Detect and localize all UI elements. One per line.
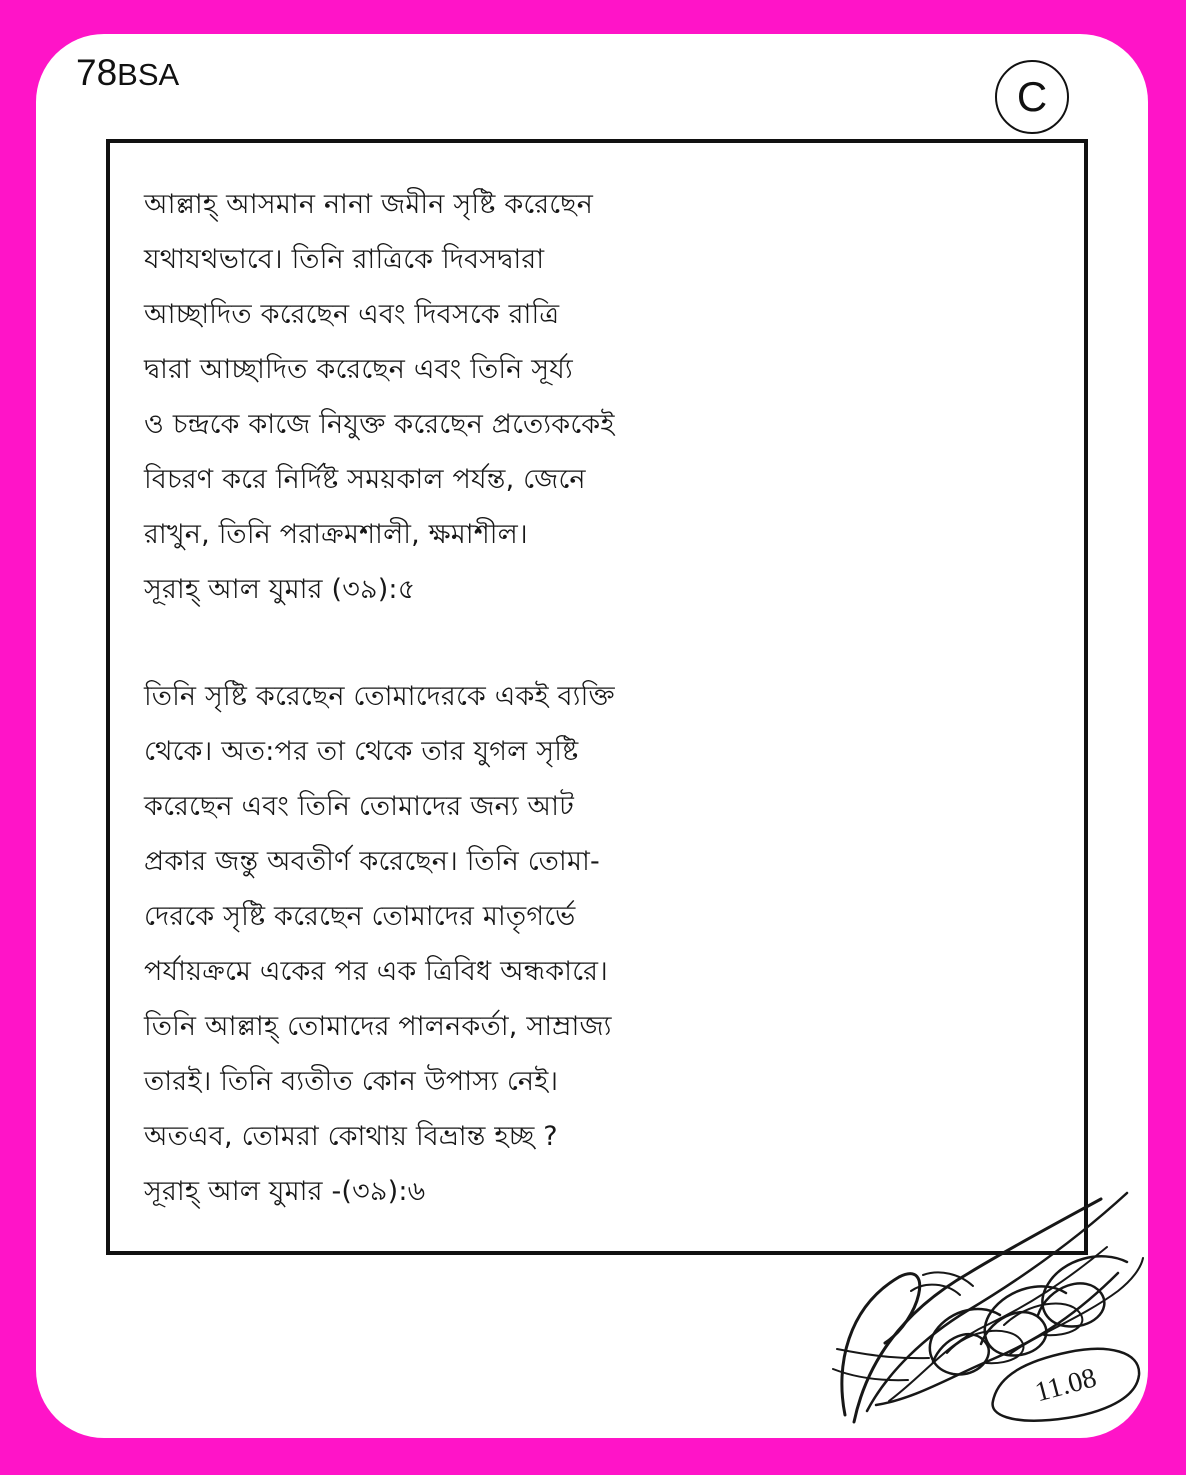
citation-1: সূরাহ্ আল যুমার (৩৯):৫ [144, 574, 416, 605]
passage-2: তিনি সৃষ্টি করেছেন তোমাদেরকে একই ব্যক্তি থেকে। অত:পর তা থেকে তার যুগল সৃষ্টি করেছেন এবং তিনি তোমাদের জন্য আট প্রকার জন্তু অবতীর্ণ করেছেন। তিনি তোমা- দেরকে সৃষ্টি করেছেন তোমাদের মাতৃগর্ভে পর্যায়ক্রমে একের পর এক ত্রিবিধ অন্ধকারে। তিনি আল্লাহ্ তোমাদের পালনকর্তা, সাম্রাজ্য তারই। তিনি ব্যতীত কোন উপাস্য নেই। অতএব, তোমরা কোথায় বিভ্রান্ত হচ্ছ ? [144, 681, 615, 1152]
signature-date: 11.08 [1031, 1362, 1100, 1409]
passage-spacer [144, 617, 1054, 669]
passage-1: আল্লাহ্ আসমান নানা জমীন সৃষ্টি করেছেন যথাযথভাবে। তিনি রাত্রিকে দিবসদ্বারা আচ্ছাদিত করেছেন এবং দিবসকে রাত্রি দ্বারা আচ্ছাদিত করেছেন এবং তিনি সূর্য্য ও চন্দ্রকে কাজে নিযুক্ত করেছেন প্রত্যেককেই বিচরণ করে নির্দিষ্ট সময়কাল পর্যন্ত, জেনে রাখুন, তিনি পরাক্রমশালী, ক্ষমাশীল। [144, 189, 615, 550]
document-code-number: 78 [76, 52, 118, 93]
document-code [76, 54, 179, 91]
document-code-letters: BSA [117, 57, 180, 92]
copyright-icon [995, 60, 1069, 134]
citation-2: সূরাহ্ আল যুমার -(৩৯):৬ [144, 1176, 426, 1207]
quote-box [106, 139, 1088, 1255]
document-page [36, 34, 1148, 1438]
copyright-symbol: C [1016, 73, 1048, 120]
